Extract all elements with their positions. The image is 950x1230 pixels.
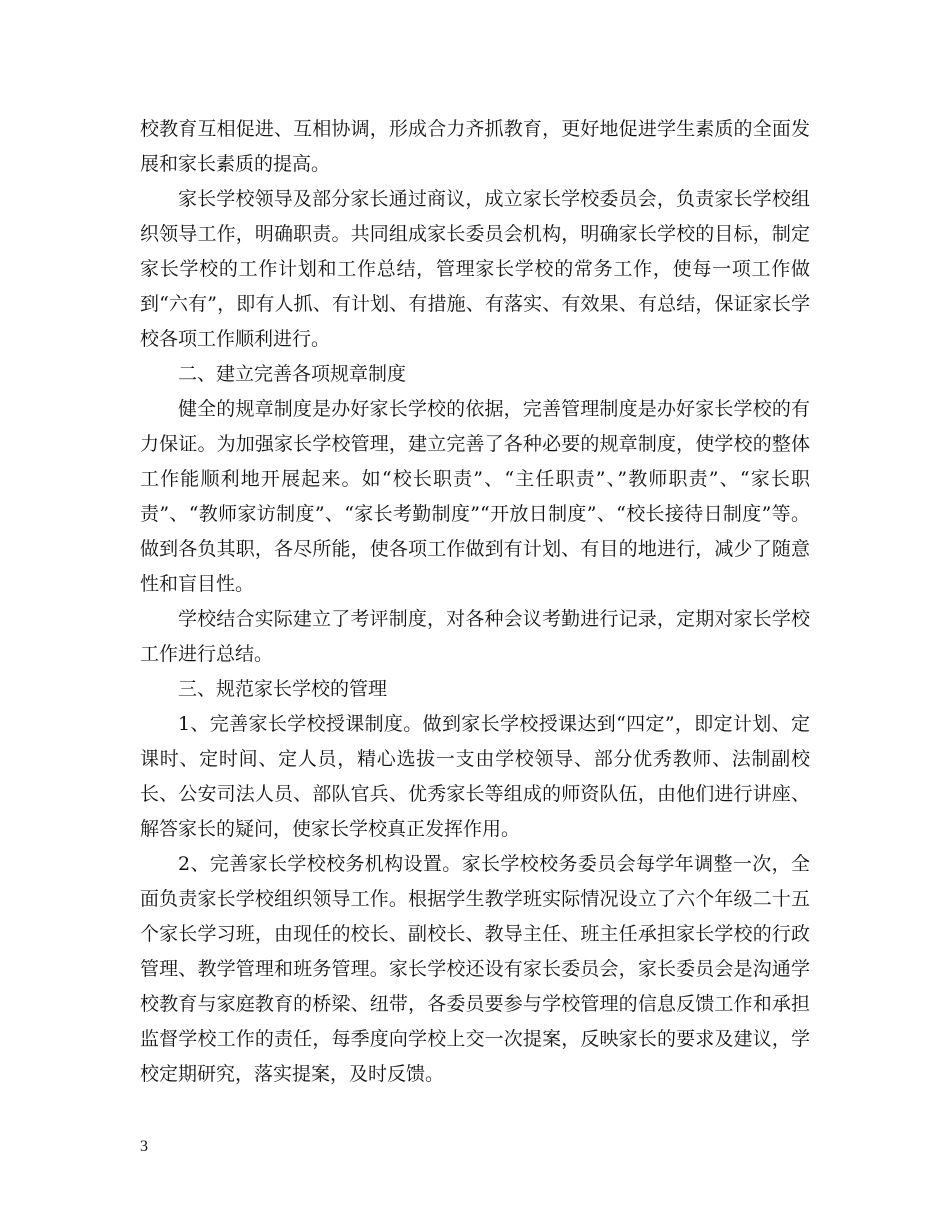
paragraph-parent-committee: 家长学校领导及部分家长通过商议，成立家长学校委员会，负责家长学校组织领导工作，明确职责。共同组成家长委员会机构，明确家长学校的目标，制定家长学校的工作计划和工作总结，管理家长学校的常务工作，使每一项工作做到“六有”，即有人抓、有计划、有措施、有落实、有效果、有总结，保证家长学校各项工作顺利进行。	[140, 188, 810, 350]
paragraph-teaching-system: 1、完善家长学校授课制度。做到家长学校授课达到“四定”，即定计划、定课时、定时间、定人员，精心选拔一支由学校领导、部分优秀教师、法制副校长、公安司法人员、部队官兵、优秀家长等组成的师资队伍，由他们进行讲座、解答家长的疑问，使家长学校真正发挥作用。	[140, 713, 810, 840]
section-heading-management: 三、规范家长学校的管理	[178, 678, 388, 700]
paragraph-organization-setup: 2、完善家长学校校务机构设置。家长学校校务委员会每学年调整一次，全面负责家长学校组织领导工作。根据学生教学班实际情况设立了六个年级二十五个家长学习班，由现任的校长、副校长、教导主任、班主任承担家长学校的行政管理、教学管理和班务管理。家长学校还设有家长委员会，家长委员会是沟通学校教育与家庭教育的桥梁、纽带，各委员要参与学校管理的信息反馈工作和承担监督学校工作的责任，每季度向学校上交一次提案，反映家长的要求及建议，学校定期研究，落实提案，及时反馈。	[140, 853, 810, 1085]
section-heading-rules: 二、建立完善各项规章制度	[178, 363, 407, 385]
paragraph-evaluation-system: 学校结合实际建立了考评制度，对各种会议考勤进行记录，定期对家长学校工作进行总结。	[140, 608, 810, 665]
document-body	[140, 112, 810, 1092]
page-number: 3	[140, 1138, 148, 1155]
paragraph-rules-system: 健全的规章制度是办好家长学校的依据，完善管理制度是办好家长学校的有力保证。为加强家长学校管理，建立完善了各种必要的规章制度，使学校的整体工作能顺利地开展起来。如“校长职责”、“主任职责”、”教师职责”、“家长职责”、“教师家访制度”、“家长考勤制度”“开放日制度”、“校长接待日制度”等。做到各负其职，各尽所能，使各项工作做到有计划、有目的地进行，减少了随意性和盲目性。	[140, 398, 810, 595]
paragraph-continuation: 校教育互相促进、互相协调，形成合力齐抓教育，更好地促进学生素质的全面发展和家长素质的提高。	[140, 118, 810, 175]
